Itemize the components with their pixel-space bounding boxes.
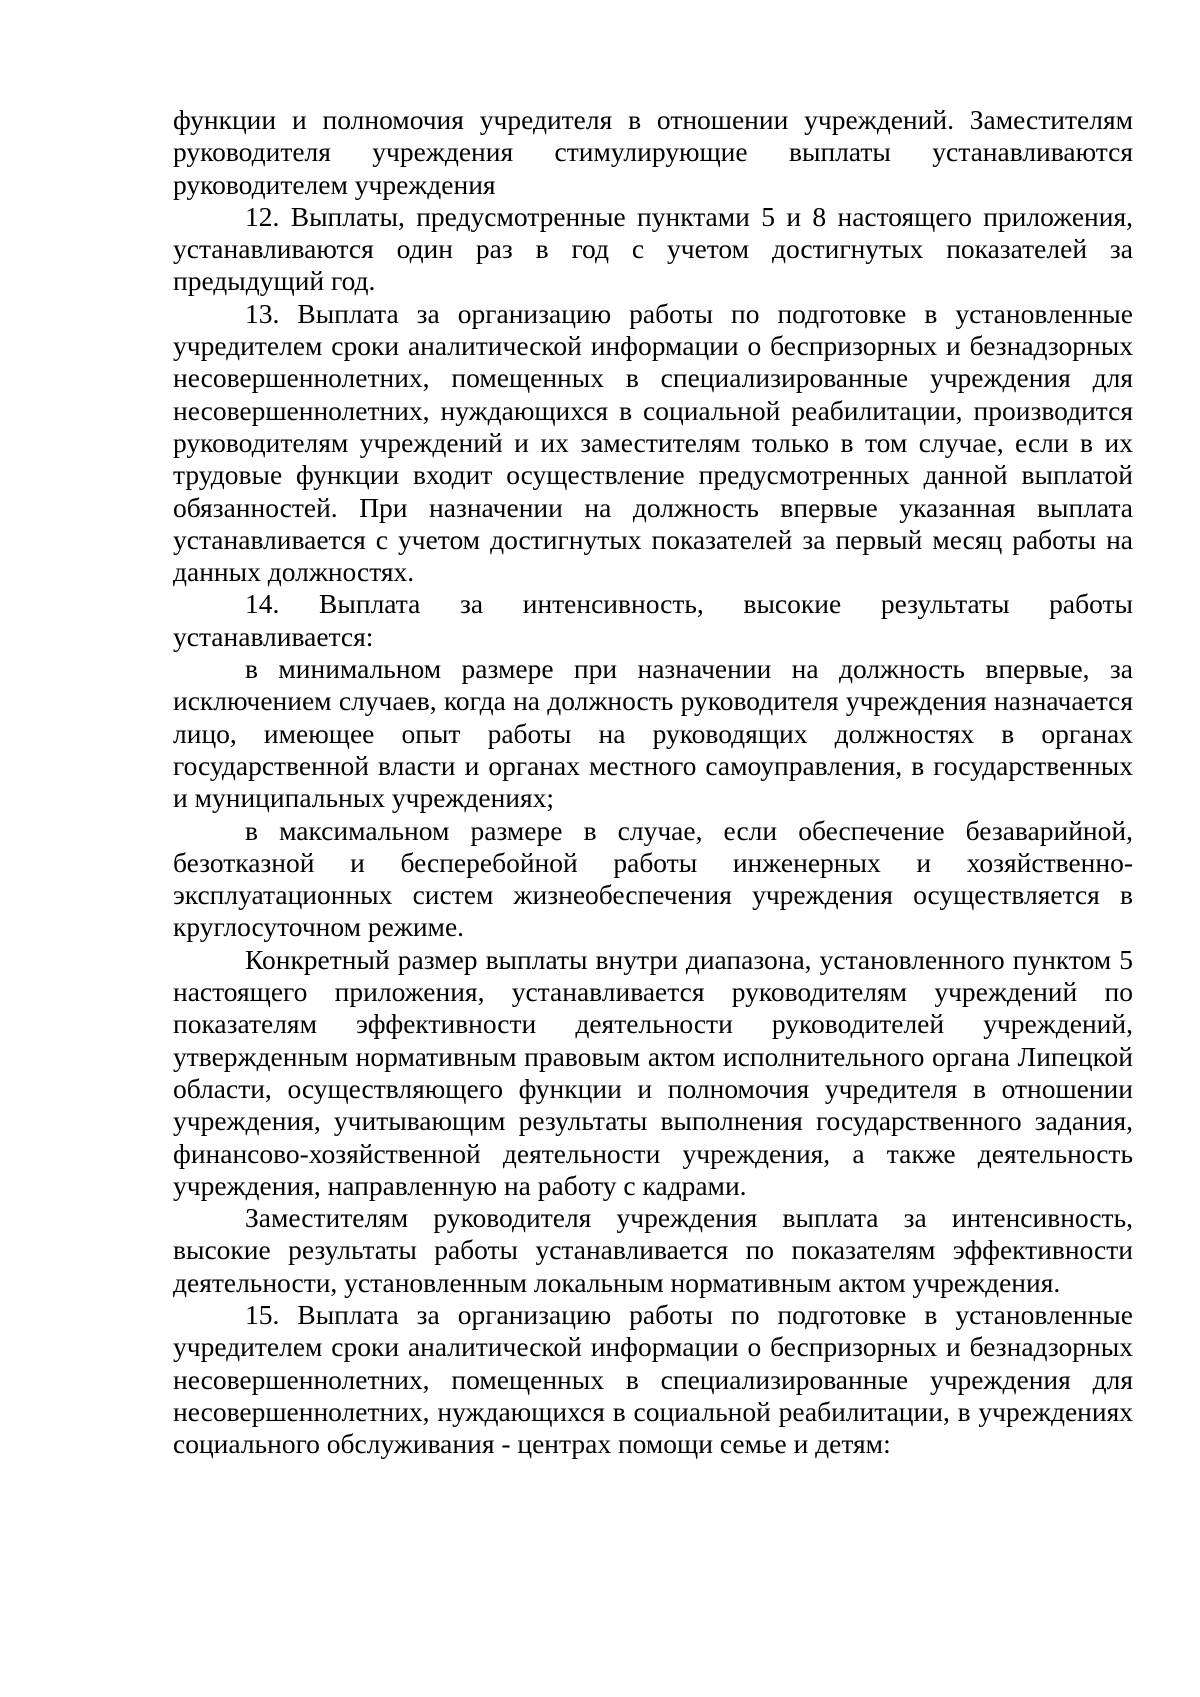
paragraph-minimum-size: в минимальном размере при назначении на должность впервые, за исключением случаев, когда на должность руководителя учреждения назначается лицо, имеющее опыт работы на руководящих должностях в органах государственной власти и органах местного самоуправления, в государственных и муниципальных учреждениях; — [173, 653, 1133, 814]
document-page — [173, 104, 1133, 1460]
paragraph-specific-size: Конкретный размер выплаты внутри диапазона, установленного пунктом 5 настоящего приложения, устанавливается руководителям учреждений по показателям эффективности деятельности руководителей учреждений, утвержденным нормативным правовым актом исполнительного органа Липецкой области, осуществляющего функции и полномочия учредителя в отношении учреждения, учитывающим результаты выполнения государственного задания, финансово-хозяйственной деятельности учреждения, а также деятельность учреждения, направленную на работу с кадрами. — [173, 943, 1133, 1201]
paragraph-item-13: 13. Выплата за организацию работы по подготовке в установленные учредителем сроки аналитической информации о беспризорных и безнадзорных несовершеннолетних, помещенных в специализированные учреждения для несовершеннолетних, нуждающихся в социальной реабилитации, производится руководителям учреждений и их заместителям только в том случае, если в их трудовые функции входит осуществление предусмотренных данной выплатой обязанностей. При назначении на должность впервые указанная выплата устанавливается с учетом достигнутых показателей за первый месяц работы на данных должностях. — [173, 297, 1133, 588]
paragraph-continuation: функции и полномочия учредителя в отношении учреждений. Заместителям руководителя учреждения стимулирующие выплаты устанавливаются руководителем учреждения — [173, 104, 1133, 200]
paragraph-item-14: 14. Выплата за интенсивность, высокие результаты работы устанавливается: — [173, 588, 1133, 652]
paragraph-item-12: 12. Выплаты, предусмотренные пунктами 5 и 8 настоящего приложения, устанавливаются один раз в год с учетом достигнутых показателей за предыдущий год. — [173, 200, 1133, 297]
paragraph-item-15: 15. Выплата за организацию работы по подготовке в установленные учредителем сроки аналитической информации о беспризорных и безнадзорных несовершеннолетних, помещенных в специализированные учреждения для несовершеннолетних, нуждающихся в социальной реабилитации, в учреждениях социального обслуживания - центрах помощи семье и детям: — [173, 1298, 1133, 1460]
paragraph-maximum-size: в максимальном размере в случае, если обеспечение безаварийной, безотказной и бесперебойной работы инженерных и хозяйственно-эксплуатационных систем жизнеобеспечения учреждения осуществляется в круглосуточном режиме. — [173, 814, 1133, 943]
paragraph-deputies: Заместителям руководителя учреждения выплата за интенсивность, высокие результаты работы устанавливается по показателям эффективности деятельности, установленным локальным нормативным актом учреждения. — [173, 1202, 1133, 1298]
